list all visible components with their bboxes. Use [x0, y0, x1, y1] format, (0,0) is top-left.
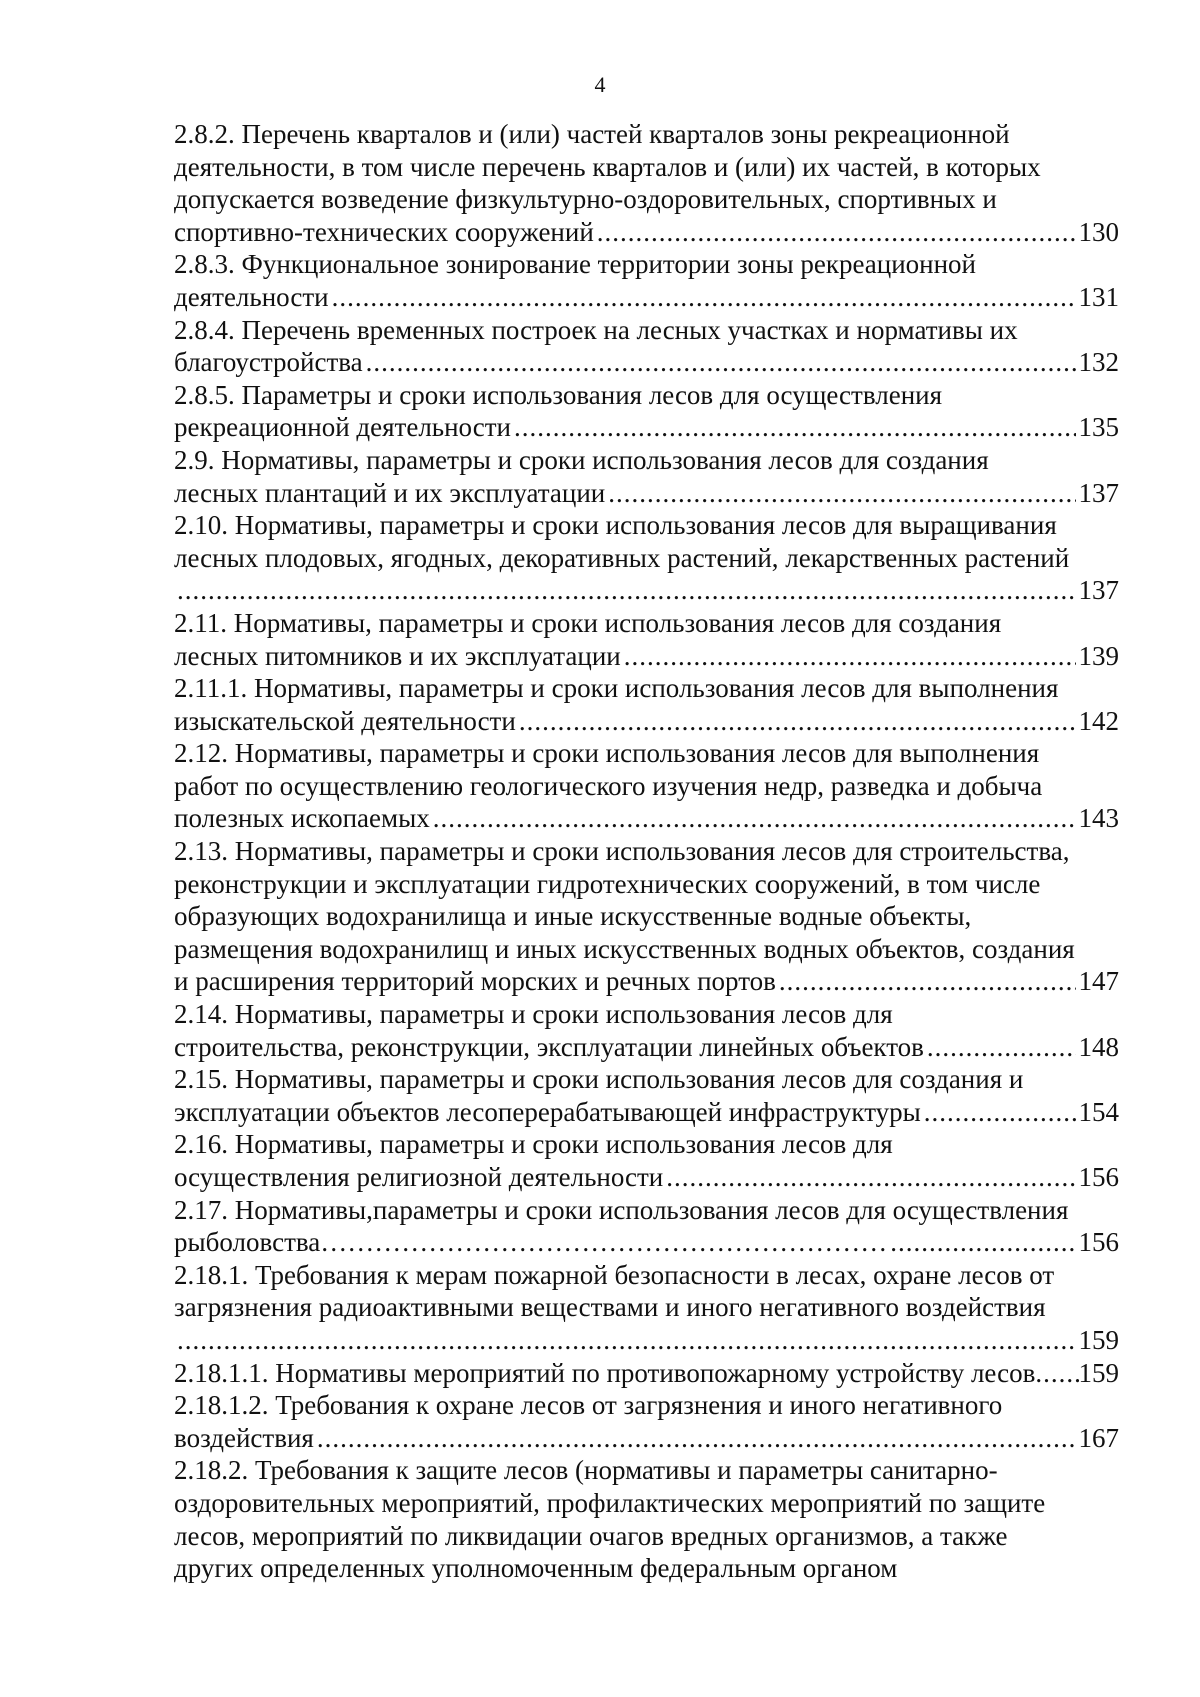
toc-entry-final-line: [174, 1324, 1119, 1357]
toc-entry-line: [174, 314, 1119, 347]
toc-entry-line: [174, 1291, 1119, 1324]
toc-entry: [174, 1357, 1119, 1390]
dot-leader: [332, 281, 1076, 314]
toc-entry-line: [174, 1194, 1119, 1227]
toc-entry: [174, 672, 1119, 737]
toc-entry-line: [174, 835, 1119, 868]
toc-entry-line: [174, 900, 1119, 933]
dot-leader: [927, 1031, 1076, 1064]
toc-entry: [174, 1259, 1119, 1357]
toc-entry-final-line: [174, 965, 1119, 998]
dot-leader: [519, 705, 1076, 738]
toc-entry-text: работ по осуществлению геологического изучения недр, разведка и добыча: [174, 770, 1043, 801]
toc-entry: [174, 1389, 1119, 1454]
toc-entry-final-line: [174, 1357, 1119, 1390]
toc-entry-line: [174, 444, 1119, 477]
toc-entry-text: благоустройства: [174, 347, 363, 378]
toc-entry-text: 2.11. Нормативы, параметры и сроки использования лесов для создания: [174, 607, 1002, 638]
toc-page-number: 148: [1078, 1031, 1119, 1062]
toc-entry: [174, 314, 1119, 379]
toc-entry-text: 2.15. Нормативы, параметры и сроки использования лесов для создания и: [174, 1064, 1024, 1095]
toc-entry-text: лесных плодовых, ягодных, декоративных растений, лекарственных растений: [174, 542, 1070, 573]
toc-entry-text: осуществления религиозной деятельности: [174, 1162, 664, 1192]
toc-entry-text: 2.18.2. Требования к защите лесов (нормативы и параметры санитарно-: [174, 1455, 998, 1486]
toc-entry-line: [174, 248, 1119, 281]
toc-entry-line: [174, 933, 1119, 966]
toc-entry-final-line: [174, 1161, 1119, 1194]
toc-entry-text: 2.10. Нормативы, параметры и сроки использования лесов для выращивания: [174, 510, 1057, 541]
toc-entry-line: [174, 607, 1119, 640]
toc-entry-text: 2.13. Нормативы, параметры и сроки использования лесов для строительства,: [174, 836, 1070, 867]
toc-entry: [174, 998, 1119, 1063]
toc-entry: [174, 379, 1119, 444]
dot-leader: [624, 640, 1076, 673]
dot-leader: [597, 216, 1076, 249]
toc-entry-text: 2.18.1. Требования к мерам пожарной безопасности в лесах, охране лесов от: [174, 1259, 1055, 1290]
toc-entry-text: 2.8.2. Перечень кварталов и (или) частей кварталов зоны рекреационной: [174, 119, 1010, 149]
toc-entry-text: размещения водохранилищ и иных искусственных водных объектов, создания: [174, 933, 1075, 964]
toc-entry-line: [174, 1389, 1119, 1422]
toc-page-number: 142: [1078, 705, 1119, 736]
toc-entry-line: [174, 1520, 1119, 1553]
toc-entry: [174, 835, 1119, 998]
dot-leader: [366, 346, 1076, 379]
toc-entry-text: лесов, мероприятий по ликвидации очагов вредных организмов, а также: [174, 1520, 1008, 1551]
toc-entry-final-line: [174, 477, 1119, 510]
dot-leader: [177, 574, 1076, 607]
toc-entry-line: [174, 1487, 1119, 1520]
toc-entry-line: [174, 151, 1119, 184]
toc-entry-text: других определенных уполномоченным федеральным органом: [174, 1553, 898, 1584]
toc-entry-text: рыболовства………………………………………………………: [174, 1227, 888, 1258]
toc-entry-line: [174, 183, 1119, 216]
toc-entry-text: загрязнения радиоактивными веществами и иного негативного воздействия: [174, 1292, 1046, 1323]
toc-page-number: 137: [1078, 477, 1119, 508]
toc-entry: [174, 1194, 1119, 1259]
toc-page-number: 135: [1078, 412, 1119, 443]
toc-entry-text: деятельности, в том числе перечень кварталов и (или) их частей, в которых: [174, 151, 1041, 182]
toc-entry-text: 2.8.5. Параметры и сроки использования лесов для осуществления: [174, 379, 943, 410]
toc-page-number: 159: [1078, 1324, 1119, 1355]
toc-entry: [174, 1063, 1119, 1128]
toc-entry-text: оздоровительных мероприятий, профилактических мероприятий по защите: [174, 1487, 1046, 1518]
toc-entry-line: [174, 1552, 1119, 1585]
toc-entry: [174, 1454, 1119, 1584]
toc-entry-text: 2.16. Нормативы, параметры и сроки использования лесов для: [174, 1129, 893, 1160]
toc-entry-text: 2.17. Нормативы,параметры и сроки использования лесов для осуществления: [174, 1194, 1069, 1225]
toc-entry-text: 2.14. Нормативы, параметры и сроки использования лесов для: [174, 999, 893, 1030]
toc-entry: [174, 248, 1119, 313]
toc-entry-text: и расширения территорий морских и речных портов: [174, 966, 776, 997]
toc-entry-text: 2.12. Нормативы, параметры и сроки использования лесов для выполнения: [174, 738, 1040, 769]
toc-entry-text: 2.8.3. Функциональное зонирование территории зоны рекреационной: [174, 249, 976, 280]
dot-leader: [666, 1161, 1075, 1194]
toc-entry-text: деятельности: [174, 281, 329, 312]
toc-entry: [174, 607, 1119, 672]
dot-leader: [514, 411, 1076, 444]
toc-entry-final-line: [174, 574, 1119, 607]
dot-leader: [608, 477, 1075, 510]
dot-leader: [433, 802, 1076, 835]
toc-page-number: 137: [1078, 575, 1119, 606]
toc-entry-line: [174, 1454, 1119, 1487]
toc-entry-line: [174, 1259, 1119, 1292]
page-number: 4: [594, 72, 606, 97]
dot-leader: [317, 1422, 1076, 1455]
toc-entry-line: [174, 509, 1119, 542]
toc-entry-final-line: [174, 705, 1119, 738]
toc-entry-text: изыскательской деятельности: [174, 705, 516, 736]
toc-entry-text: 2.18.1.1. Нормативы мероприятий по противопожарному устройству лесов: [174, 1357, 1036, 1388]
toc-entry-text: 2.9. Нормативы, параметры и сроки использования лесов для создания: [174, 444, 989, 475]
dot-leader: [779, 965, 1076, 998]
toc-entry-line: [174, 672, 1119, 705]
toc-entry: [174, 737, 1119, 835]
toc-page-number: 132: [1078, 347, 1119, 378]
toc-entry-text: 2.11.1. Нормативы, параметры и сроки использования лесов для выполнения: [174, 673, 1059, 704]
toc-entry-line: [174, 118, 1119, 151]
toc-entry-line: [174, 379, 1119, 412]
toc-entry: [174, 509, 1119, 607]
toc-entry-final-line: [174, 640, 1119, 673]
toc-page-number: 147: [1078, 966, 1119, 997]
table-of-contents: [174, 118, 1119, 1585]
toc-entry-text: образующих водохранилища и иные искусственные водные объекты,: [174, 901, 972, 932]
toc-entry-final-line: [174, 281, 1119, 314]
toc-entry-final-line: [174, 1031, 1119, 1064]
toc-entry-text: строительства, реконструкции, эксплуатации линейных объектов: [174, 1031, 924, 1062]
toc-page-number: 139: [1078, 640, 1119, 671]
toc-entry-text: 2.8.4. Перечень временных построек на лесных участках и нормативы их: [174, 314, 1018, 345]
toc-entry-text: воздействия: [174, 1422, 314, 1453]
toc-entry-line: [174, 868, 1119, 901]
toc-entry-text: 2.18.1.2. Требования к охране лесов от загрязнения и иного негативного: [174, 1390, 1003, 1421]
toc-entry-final-line: [174, 1096, 1119, 1129]
toc-entry-line: [174, 998, 1119, 1031]
toc-entry-text: эксплуатации объектов лесоперерабатывающей инфраструктуры: [174, 1096, 921, 1127]
toc-entry-text: допускается возведение физкультурно-оздоровительных, спортивных и: [174, 184, 997, 215]
toc-page-number: 167: [1078, 1422, 1119, 1453]
toc-page-number: 130: [1078, 216, 1119, 247]
dot-leader: [890, 1226, 1075, 1259]
toc-entry: [174, 1128, 1119, 1193]
toc-entry-text: лесных плантаций и их эксплуатации: [174, 477, 606, 508]
dot-leader: [1035, 1357, 1078, 1390]
toc-entry-final-line: [174, 411, 1119, 444]
toc-page-number: 131: [1078, 281, 1119, 312]
toc-page-number: 156: [1078, 1162, 1119, 1192]
toc-page-number: 143: [1078, 803, 1119, 834]
toc-entry-final-line: [174, 1422, 1119, 1455]
toc-entry-final-line: [174, 216, 1119, 249]
toc-entry-text: лесных питомников и их эксплуатации: [174, 640, 621, 671]
toc-entry-text: реконструкции и эксплуатации гидротехнических сооружений, в том числе: [174, 868, 1041, 899]
toc-page-number: 154: [1078, 1096, 1119, 1127]
toc-entry-line: [174, 770, 1119, 803]
toc-entry-text: спортивно-технических сооружений: [174, 216, 594, 247]
dot-leader: [924, 1096, 1076, 1129]
toc-page-number: 156: [1078, 1227, 1119, 1258]
toc-entry-line: [174, 737, 1119, 770]
toc-entry-final-line: [174, 1226, 1119, 1259]
toc-entry: [174, 118, 1119, 248]
dot-leader: [177, 1324, 1076, 1357]
toc-entry-text: полезных ископаемых: [174, 803, 430, 834]
toc-entry-final-line: [174, 346, 1119, 379]
toc-entry-line: [174, 542, 1119, 575]
toc-entry-final-line: [174, 802, 1119, 835]
toc-entry-line: [174, 1063, 1119, 1096]
toc-entry-line: [174, 1128, 1119, 1161]
toc-page-number: 159: [1078, 1357, 1119, 1388]
toc-entry-text: рекреационной деятельности: [174, 412, 511, 443]
toc-entry: [174, 444, 1119, 509]
